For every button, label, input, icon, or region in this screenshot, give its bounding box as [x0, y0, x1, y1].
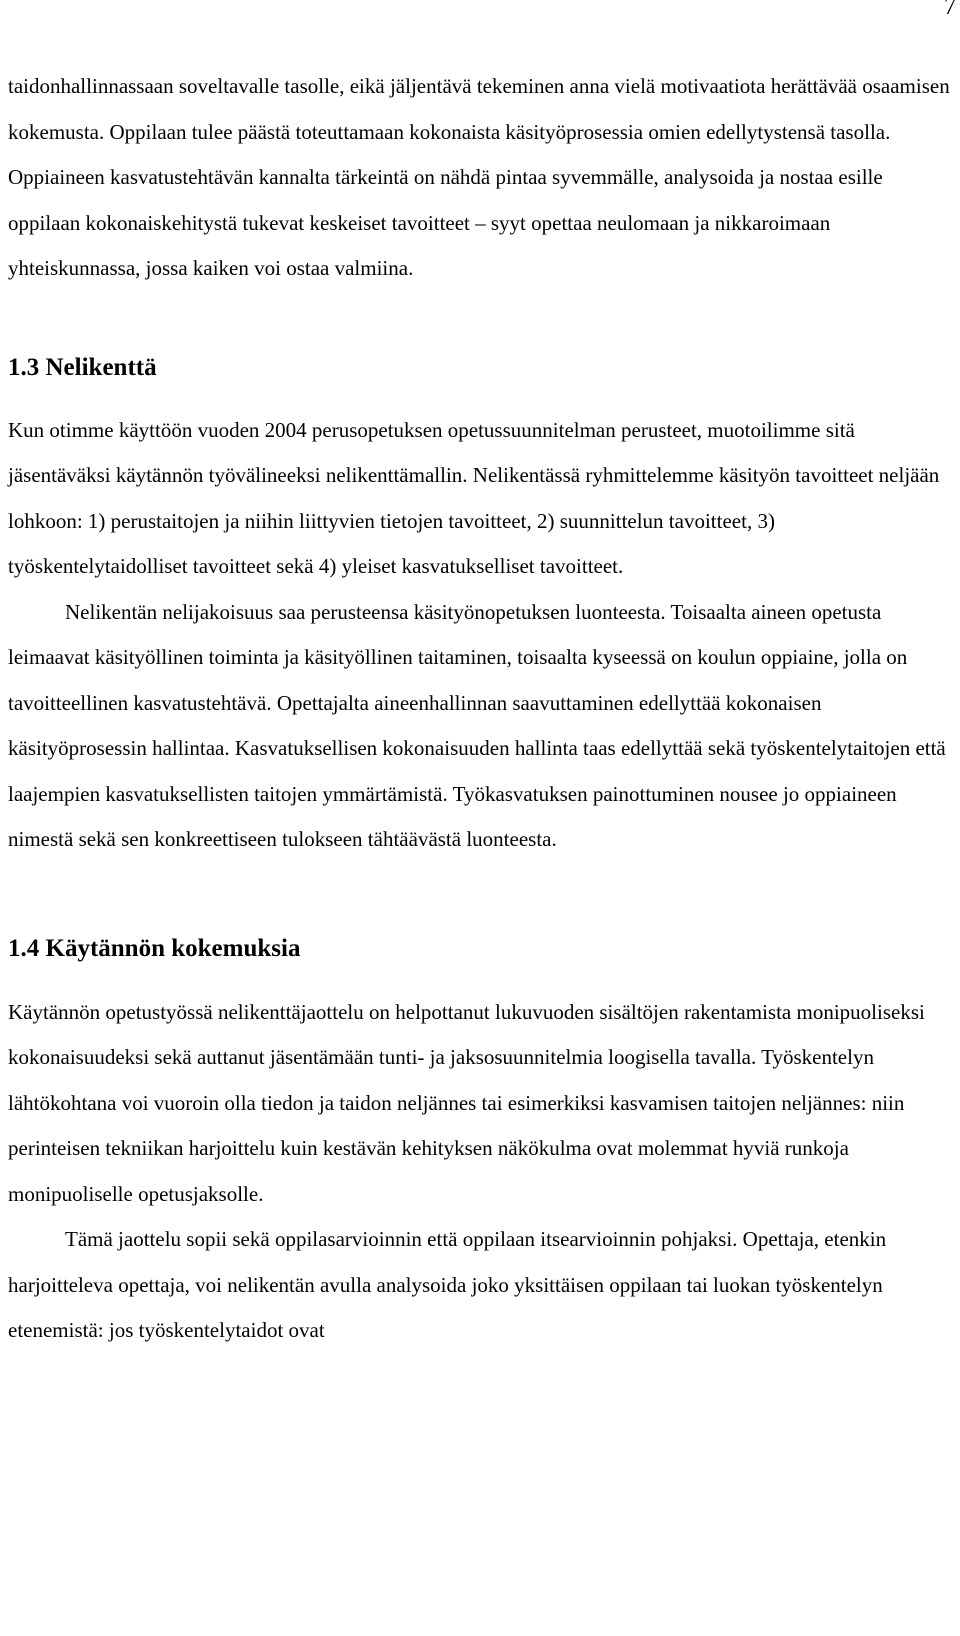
- paragraph-nelikentta-1: Kun otimme käyttöön vuoden 2004 perusopetuksen opetussuunnitelman perusteet, muotoilimme sitä jäsentäväksi käytännön työvälineeksi nelikenttämallin. Nelikentässä ryhmittelemme käsityön tavoitteet neljään lohkoon: 1) perustaitojen ja niihin liittyvien tietojen tavoitteet, 2) suunnittelun tavoitteet, 3) työskentelytaidolliset tavoitteet sekä 4) yleiset kasvatukselliset tavoitteet.: [8, 417, 940, 578]
- document-body: [8, 64, 956, 1354]
- paragraph-intro-continued: taidonhallinnassaan soveltavalle tasolle, eikä jäljentävä tekeminen anna vielä motivaatiota herättävää osaamisen kokemusta. Oppilaan tulee päästä toteuttamaan kokonaista käsityöprosessia omien edellytystensä tasolla. Oppiaineen kasvatustehtävän kannalta tärkeintä on nähdä pintaa syvemmälle, analysoida ja nostaa esille oppilaan kokonaiskehitystä tukevat keskeiset tavoitteet – syyt opettaa neulomaan ja nikkaroimaan yhteiskunnassa, jossa kaiken voi ostaa valmiina.: [8, 74, 950, 280]
- section-heading-1-4: 1.4 Käytännön kokemuksia: [8, 934, 301, 962]
- paragraph-kokemuksia-1: Käytännön opetustyössä nelikenttäjaottelu on helpottanut lukuvuoden sisältöjen rakentamista monipuoliseksi kokonaisuudeksi sekä auttanut jäsentämään tunti- ja jaksosuunnitelmia loogisella tavalla. Työskentelyn lähtökohtana voi vuoroin olla tiedon ja taidon neljännes tai esimerkiksi kasvamisen taitojen neljännes: niin perinteisen tekniikan harjoittelu kuin kestävän kehityksen näkökulma ovat molemmat hyviä runkoja monipuoliselle opetusjaksolle.: [8, 999, 925, 1206]
- paragraph-nelikentta-2: Nelikentän nelijakoisuus saa perusteensa käsityönopetuksen luonteesta. Toisaalta aineen opetusta leimaavat käsityöllinen toiminta ja käsityöllinen taitaminen, toisaalta kyseessä on koulun oppiaine, jolla on tavoitteellinen kasvatustehtävä. Opettajalta aineenhallinnan saavuttaminen edellyttää kokonaisen käsityöprosessin hallintaa. Kasvatuksellisen kokonaisuuden hallinta taas edellyttää sekä työskentelytaitojen että laajempien kasvatuksellisten taitojen ymmärtämistä. Työkasvatuksen painottuminen nousee jo oppiaineen nimestä sekä sen konkreettiseen tulokseen tähtäävästä luonteesta.: [8, 599, 946, 851]
- paragraph-kokemuksia-2: Tämä jaottelu sopii sekä oppilasarvioinnin että oppilaan itsearvioinnin pohjaksi. Opettaja, etenkin harjoitteleva opettaja, voi nelikentän avulla analysoida joko yksittäisen oppilaan tai luokan työskentelyn etenemistä: jos työskentelytaidot ovat: [8, 1227, 887, 1342]
- page-number: 7: [944, 0, 956, 20]
- section-heading-1-3: 1.3 Nelikenttä: [8, 353, 157, 381]
